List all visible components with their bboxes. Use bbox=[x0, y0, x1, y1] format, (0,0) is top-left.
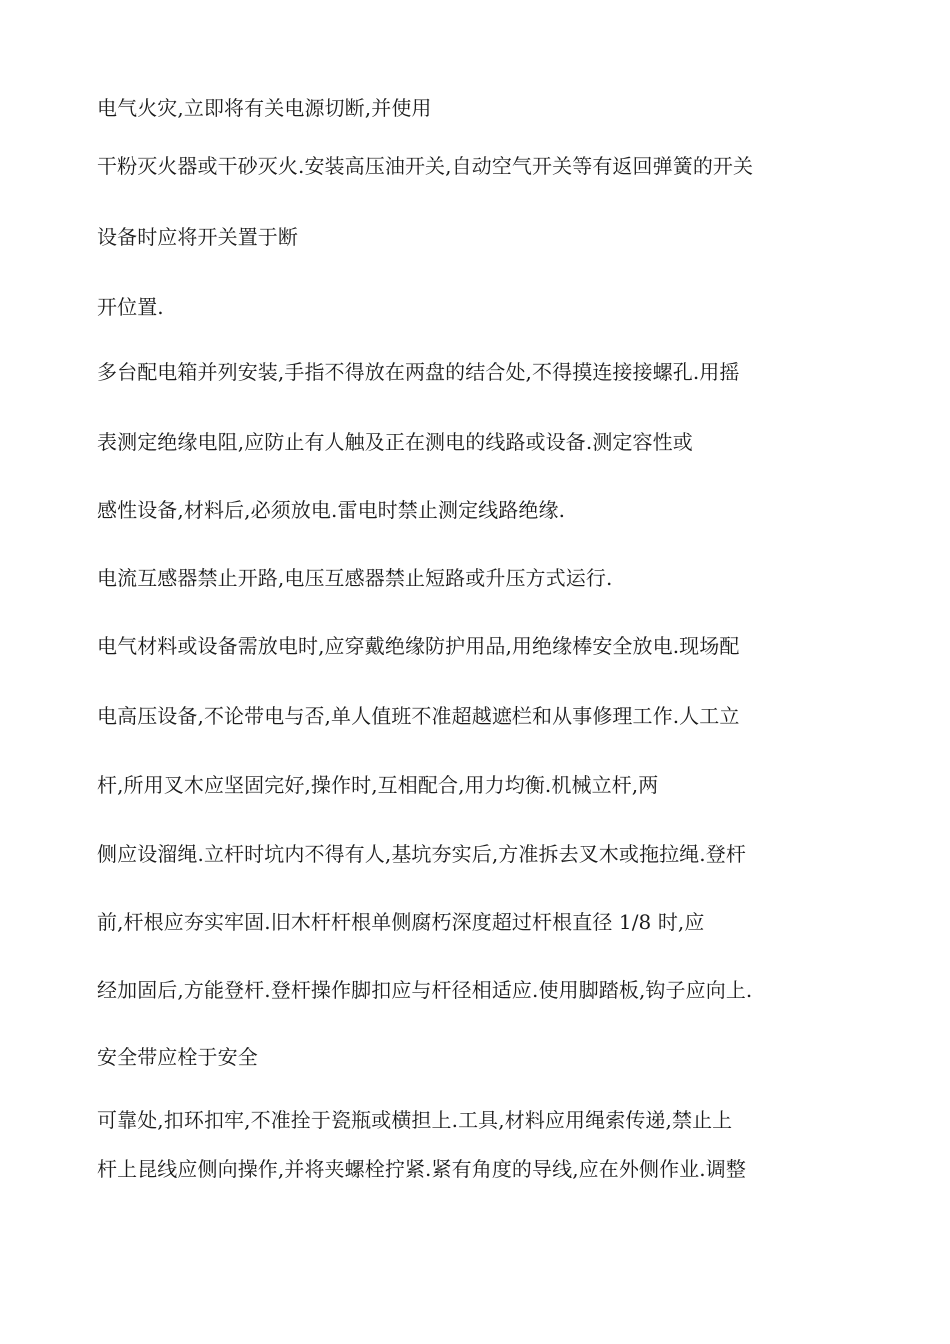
text-line: 表测定绝缘电阻,应防止有人触及正在测电的线路或设备.测定容性或 bbox=[97, 430, 693, 454]
text-line: 杆上昆线应侧向操作,并将夹螺栓拧紧.紧有角度的导线,应在外侧作业.调整 bbox=[97, 1157, 746, 1181]
text-line: 多台配电箱并列安装,手指不得放在两盘的结合处,不得摸连接接螺孔.用摇 bbox=[97, 360, 740, 384]
text-line: 经加固后,方能登杆.登杆操作脚扣应与杆径相适应.使用脚踏板,钩子应向上. bbox=[97, 978, 753, 1002]
text-line: 感性设备,材料后,必须放电.雷电时禁止测定线路绝缘. bbox=[97, 498, 566, 522]
text-line: 电流互感器禁止开路,电压互感器禁止短路或升压方式运行. bbox=[97, 566, 613, 590]
text-line: 杆,所用叉木应坚固完好,操作时,互相配合,用力均衡.机械立杆,两 bbox=[97, 773, 659, 797]
text-line: 干粉灭火器或干砂灭火.安装高压油开关,自动空气开关等有返回弹簧的开关 bbox=[97, 154, 754, 178]
text-line: 开位置. bbox=[97, 295, 164, 319]
text-line: 设备时应将开关置于断 bbox=[97, 225, 298, 249]
text-line: 前,杆根应夯实牢固.旧木杆杆根单侧腐朽深度超过杆根直径 1/8 时,应 bbox=[97, 910, 705, 934]
text-line: 电气火灾,立即将有关电源切断,并使用 bbox=[97, 96, 432, 120]
text-line: 安全带应栓于安全 bbox=[97, 1045, 258, 1069]
text-line: 电高压设备,不论带电与否,单人值班不准超越遮栏和从事修理工作.人工立 bbox=[97, 704, 740, 728]
text-line: 可靠处,扣环扣牢,不准拴于瓷瓶或横担上.工具,材料应用绳索传递,禁止上 bbox=[97, 1108, 733, 1132]
text-line: 电气材料或设备需放电时,应穿戴绝缘防护用品,用绝缘棒安全放电.现场配 bbox=[97, 634, 740, 658]
text-line: 侧应设溜绳.立杆时坑内不得有人,基坑夯实后,方准拆去叉木或拖拉绳.登杆 bbox=[97, 842, 746, 866]
